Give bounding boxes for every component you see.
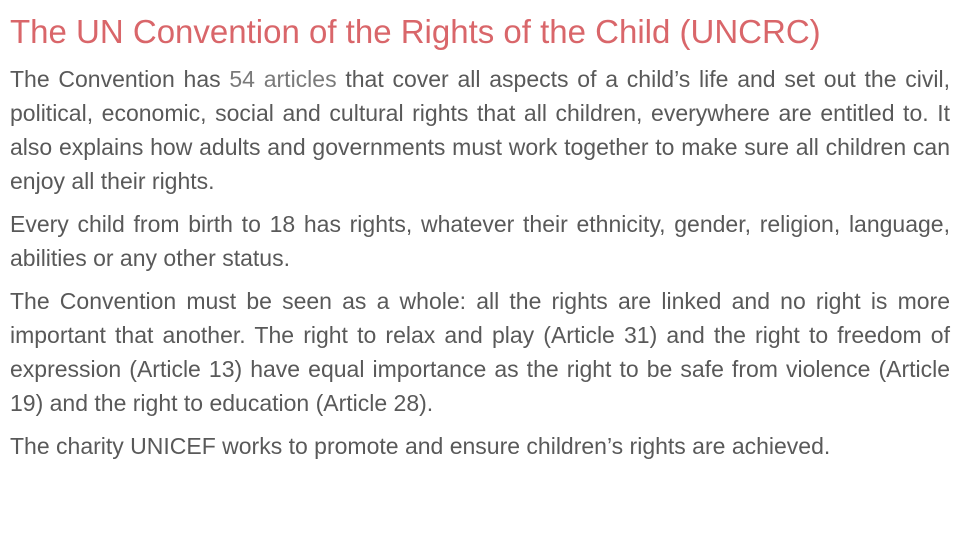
body-text bbox=[10, 62, 950, 463]
paragraph-convention-overview bbox=[10, 62, 950, 198]
paragraph-every-child: Every child from birth to 18 has rights, whatever their ethnicity, gender, religion, language, abilities or any other status. bbox=[10, 211, 950, 271]
paragraph-unicef: The charity UNICEF works to promote and ensure children’s rights are achieved. bbox=[10, 433, 831, 459]
slide-title: The UN Convention of the Rights of the Child (UNCRC) bbox=[10, 13, 821, 50]
paragraph-text: that cover all aspects of a child’s life and set out the civil, political, economic, social and cultural rights that all children, everywhere are entitled to. It also explains how adults and governments must work together to make sure all children can enjoy all their rights. bbox=[10, 66, 950, 194]
articles-link[interactable]: 54 articles bbox=[229, 66, 337, 92]
paragraph-text: The Convention has bbox=[10, 66, 230, 92]
paragraph-rights-linked: The Convention must be seen as a whole: all the rights are linked and no right is more important that another. The right to relax and play (Article 31) and the right to freedom of expression (Article 13) have equal importance as the right to be safe from violence (Article 19) and the right to education (Article 28). bbox=[10, 288, 950, 416]
